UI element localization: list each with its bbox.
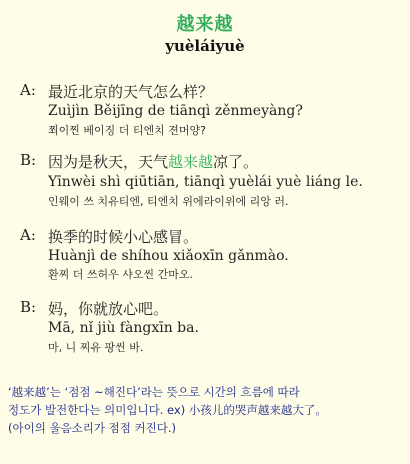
korean-line-1: 쬐이찐 베이징 더 티엔치 젼머양?: [48, 124, 206, 137]
speaker-label: B:: [20, 151, 37, 169]
dialogue-line-4: [20, 298, 405, 319]
lesson-title: 越来越: [176, 14, 234, 35]
korean-line-3: 환찌 더 쓰허우 샤오씬 간마오.: [48, 268, 193, 281]
korean-line-2: 인웨이 쓰 치유티엔, 티엔치 위에라이위에 리앙 러.: [48, 195, 289, 208]
korean-line-4: 마, 니 찌유 팡씬 바.: [48, 341, 144, 354]
pinyin-line-3: Huànjì de shíhou xiǎoxīn gǎnmào.: [48, 248, 289, 264]
speaker-label: B:: [20, 298, 37, 316]
speaker-label: A:: [20, 81, 36, 99]
chinese-sentence: 因为是秋天，天气越来越凉了。: [48, 153, 259, 171]
dialogue-line-2: [20, 151, 405, 172]
highlight-phrase: 越来越: [168, 153, 214, 171]
chinese-sentence: 换季的时候小心感冒。: [48, 228, 199, 246]
pinyin-line-2: Yīnwèi shì qiūtiān, tiānqì yuèlái yuè liáng le.: [48, 174, 363, 190]
chinese-sentence: 妈，你就放心吧。: [48, 300, 169, 318]
chinese-sentence: 最近北京的天气怎么样？: [48, 83, 214, 101]
note-line-3: (아이의 울음소리가 점점 커진다.): [8, 421, 177, 435]
pinyin-line-4: Mā, nǐ jiù fàngxīn ba.: [48, 320, 199, 336]
dialogue-line-1: [20, 81, 405, 102]
note-line-1: ‘越来越’는 ‘점점 ~해진다’라는 뜻으로 시간의 흐름에 따라: [8, 385, 300, 399]
speaker-label: A:: [20, 226, 36, 244]
lesson-title-pinyin: yuèláiyuè: [165, 37, 245, 55]
pinyin-line-1: Zuìjìn Běijīng de tiānqì zěnmeyàng?: [48, 103, 303, 119]
note-line-2: 정도가 발전한다는 의미입니다. ex) 小孩儿的哭声越来越大了。: [8, 403, 327, 417]
dialogue-line-3: [20, 226, 405, 247]
